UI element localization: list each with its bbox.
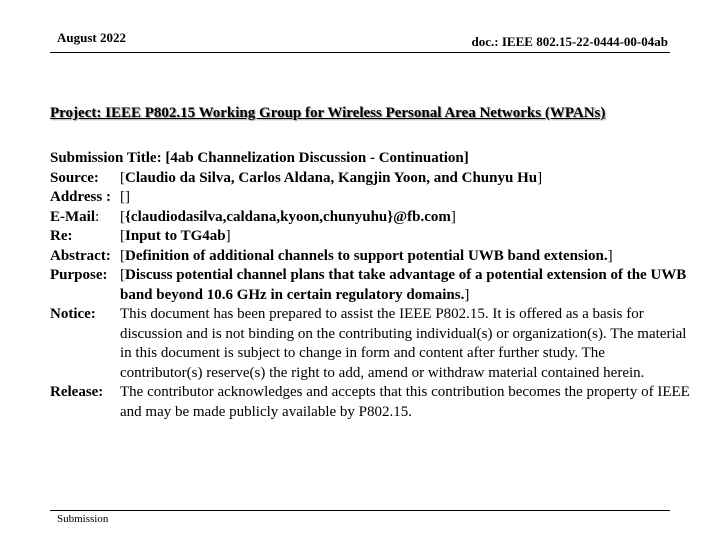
address-row xyxy=(50,188,690,208)
submission-title: Submission Title: [4ab Channelization Discussion - Continuation] xyxy=(50,150,469,166)
abstract-label: Abstract: xyxy=(50,247,111,264)
re-label: Re: xyxy=(50,228,73,244)
email-value: {claudiodasilva,caldana,kyoon,chunyuhu}@fb.com xyxy=(125,208,451,225)
re-value: Input to TG4ab xyxy=(125,228,226,244)
footer-divider xyxy=(50,510,670,511)
notice-value: This document has been prepared to assist the IEEE P802.15. It is offered as a basis for discussion and is not binding on the contributing individual(s) or organization(s). The material in this document is subject to change in form and content after further study. The contributor(s) reserve(s) the right to add, amend or withdraw material contained herein. xyxy=(120,306,687,381)
notice-row xyxy=(50,305,690,383)
abstract-value: Definition of additional channels to support potential UWB band extension. xyxy=(125,247,608,264)
address-label: Address : xyxy=(50,189,111,205)
release-label: Release: xyxy=(50,384,104,400)
source-label: Source: xyxy=(50,169,99,186)
submission-fields xyxy=(50,149,690,422)
release-row xyxy=(50,383,690,422)
source-row: Source: [Claudio da Silva, Carlos Aldana, Kangjin Yoon, and Chunyu Hu] xyxy=(50,169,690,189)
header-date: August 2022 xyxy=(57,30,126,45)
source-value: Claudio da Silva, Carlos Aldana, Kangjin Yoon, and Chunyu Hu xyxy=(125,169,538,186)
purpose-row: Purpose: [Discuss potential channel plans that take advantage of a potential extension of the UWB band beyond 10.6 GHz in certain regulatory domains.] xyxy=(50,266,690,305)
header-divider xyxy=(50,52,670,53)
address-value: [] xyxy=(120,189,130,205)
email-row: E-Mail: [{claudiodasilva,caldana,kyoon,chunyuhu}@fb.com] xyxy=(50,208,456,225)
purpose-label: Purpose: xyxy=(50,267,108,283)
header-doc-id: doc.: IEEE 802.15-22-0444-00-04ab xyxy=(471,34,668,49)
purpose-value: Discuss potential channel plans that take advantage of a potential extension of the UWB band beyond 10.6 GHz in certain regulatory domains. xyxy=(120,267,687,303)
project-title: Project: IEEE P802.15 Working Group for Wireless Personal Area Networks (WPANs) xyxy=(50,105,606,121)
release-value: The contributor acknowledges and accepts that this contribution becomes the property of IEEE and may be made publicly available by P802.15. xyxy=(120,384,690,420)
notice-label: Notice: xyxy=(50,306,96,322)
re-row: Re: [Input to TG4ab] xyxy=(50,227,690,247)
email-colon: : xyxy=(95,208,100,225)
abstract-row: Abstract: [Definition of additional channels to support potential UWB band extension.] xyxy=(50,247,690,267)
footer-submission: Submission xyxy=(57,513,109,525)
email-label: E-Mail xyxy=(50,208,95,225)
